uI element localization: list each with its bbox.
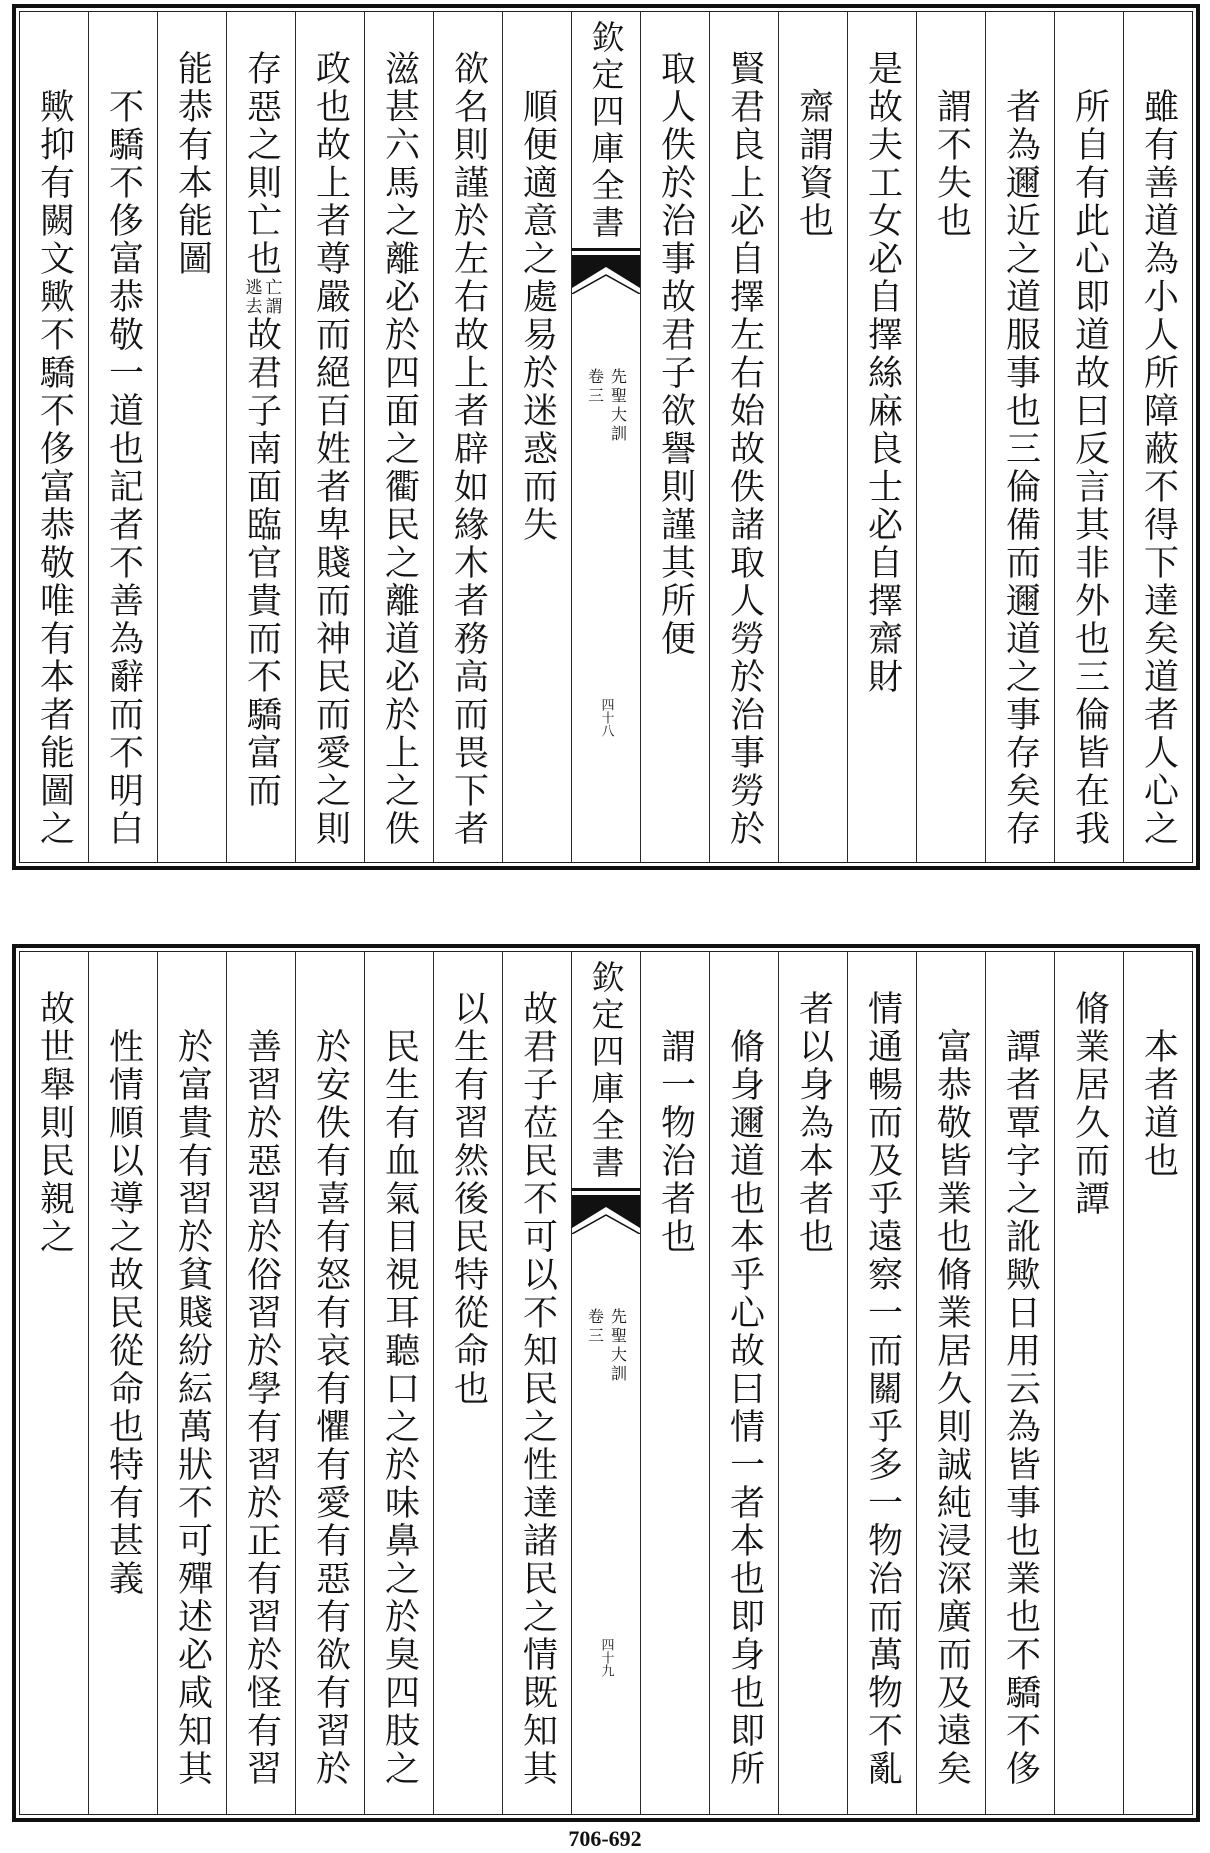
main-text-column bbox=[502, 952, 571, 1814]
column-text: 能恭有本能圖 bbox=[172, 50, 213, 278]
commentary-column bbox=[985, 952, 1054, 1814]
commentary-column bbox=[1123, 952, 1192, 1814]
commentary-column bbox=[157, 952, 226, 1814]
book-labels bbox=[572, 1308, 640, 1384]
leaf-number: 四十八 bbox=[598, 698, 614, 737]
fishtail-bar bbox=[572, 248, 640, 251]
main-text-column bbox=[295, 12, 364, 862]
main-text-column bbox=[847, 952, 916, 1814]
main-text-column bbox=[433, 12, 502, 862]
column-text: 歟抑有闕文歟不驕不侈富恭敬唯有本者能圖之 bbox=[34, 88, 75, 848]
main-text-column bbox=[778, 952, 847, 1814]
commentary-column bbox=[295, 952, 364, 1814]
column-text: 雖有善道為小人所障蔽不得下達矣道者人心之 bbox=[1138, 88, 1179, 848]
commentary-column bbox=[916, 12, 985, 862]
commentary-column bbox=[1054, 12, 1123, 862]
main-text-column bbox=[433, 952, 502, 1814]
column-text: 性情順以導之故民從命也特有甚義 bbox=[103, 1028, 144, 1598]
main-text-column bbox=[709, 12, 778, 862]
column-text: 謂不失也 bbox=[931, 88, 972, 240]
column-text: 富恭敬皆業也脩業居久則誠純浸深廣而及遠矣 bbox=[931, 1028, 972, 1788]
column-text: 欲名則謹於左右故上者辟如緣木者務高而畏下者 bbox=[448, 50, 489, 848]
column-text: 本者道也 bbox=[1138, 1028, 1179, 1180]
leaf-number: 四十九 bbox=[598, 1638, 614, 1677]
fishtail-mark bbox=[572, 1188, 640, 1234]
book-labels bbox=[572, 368, 640, 444]
book-title: 先聖大訓 bbox=[608, 1308, 628, 1384]
fishtail-shape bbox=[572, 1195, 640, 1228]
commentary-column bbox=[640, 952, 709, 1814]
column-text-after-note: 故君子南面臨官貴而不驕富而 bbox=[241, 316, 282, 810]
main-text-column bbox=[1054, 952, 1123, 1814]
commentary-column bbox=[20, 12, 88, 862]
center-fold-column bbox=[571, 12, 640, 862]
column-text: 者為邇近之道服事也三倫備而邇道之事存矣存 bbox=[1000, 88, 1041, 848]
commentary-column bbox=[502, 12, 571, 862]
volume-label: 卷三 bbox=[585, 1308, 605, 1346]
main-text-column bbox=[20, 952, 88, 1814]
book-title: 先聖大訓 bbox=[608, 368, 628, 444]
column-text: 善習於惡習於俗習於學有習於正有習於怪有習 bbox=[241, 1028, 282, 1788]
commentary-column bbox=[778, 12, 847, 862]
column-text: 於安佚有喜有怒有哀有懼有愛有惡有欲有習於 bbox=[310, 1028, 351, 1788]
commentary-column bbox=[88, 952, 157, 1814]
column-text: 滋甚六馬之離必於四面之衢民之離道必於上之佚 bbox=[379, 50, 420, 848]
column-text: 取人佚於治事故君子欲譽則謹其所便 bbox=[655, 50, 696, 658]
column-text: 故世舉則民親之 bbox=[34, 990, 75, 1256]
commentary-column bbox=[88, 12, 157, 862]
column-text: 脩身邇道也本乎心故曰情一者本也即身也即所 bbox=[724, 1028, 765, 1788]
column-text: 譚者覃字之訛歟日用云為皆事也業也不驕不侈 bbox=[1000, 1028, 1041, 1788]
column-text: 民生有血氣目視耳聽口之於味鼻之於臭四肢之 bbox=[379, 1028, 420, 1788]
column-text: 者以身為本者也 bbox=[793, 990, 834, 1256]
fishtail-shape bbox=[572, 255, 640, 288]
note-line-right: 亡謂 bbox=[261, 278, 282, 316]
main-text-column bbox=[640, 12, 709, 862]
volume-label: 卷三 bbox=[585, 368, 605, 406]
column-text: 賢君良上必自擇左右始故佚諸取人勞於治事勞於 bbox=[724, 50, 765, 848]
fishtail-bar bbox=[572, 1188, 640, 1191]
column-text: 謂一物治者也 bbox=[655, 1028, 696, 1256]
main-text-column bbox=[364, 12, 433, 862]
fishtail-mark bbox=[572, 248, 640, 294]
column-text: 不驕不侈富恭敬一道也記者不善為辭而不明白 bbox=[103, 88, 144, 848]
commentary-column bbox=[226, 952, 295, 1814]
column-text: 脩業居久而譚 bbox=[1069, 990, 1110, 1218]
column-text: 以生有習然後民特從命也 bbox=[448, 990, 489, 1408]
reprint-page-reference: 706-692 bbox=[568, 1826, 642, 1851]
bottom-page-grid bbox=[19, 951, 1193, 1815]
series-title: 欽定四庫全書 bbox=[586, 960, 626, 1182]
interlinear-note bbox=[243, 278, 280, 316]
column-text: 是故夫工女必自擇絲麻良士必自擇齋財 bbox=[862, 50, 903, 696]
series-title: 欽定四庫全書 bbox=[586, 20, 626, 242]
main-text-column-with-note bbox=[226, 12, 295, 862]
bottom-page-panel bbox=[12, 944, 1200, 1822]
top-page-panel bbox=[12, 4, 1200, 870]
column-text: 齋謂資也 bbox=[793, 88, 834, 240]
top-page-grid bbox=[19, 11, 1193, 863]
column-text: 順便適意之處易於迷惑而失 bbox=[517, 88, 558, 544]
commentary-column bbox=[364, 952, 433, 1814]
commentary-column bbox=[916, 952, 985, 1814]
main-text-column bbox=[847, 12, 916, 862]
column-text: 故君子莅民不可以不知民之性達諸民之情既知其 bbox=[517, 990, 558, 1788]
main-text-column bbox=[157, 12, 226, 862]
commentary-column bbox=[1123, 12, 1192, 862]
commentary-column bbox=[709, 952, 778, 1814]
column-text: 所自有此心即道故曰反言其非外也三倫皆在我 bbox=[1069, 88, 1110, 848]
commentary-column bbox=[985, 12, 1054, 862]
column-text: 於富貴有習於貧賤紛紜萬狀不可殫述必咸知其 bbox=[172, 1028, 213, 1788]
column-text-before-note: 存惡之則亡也 bbox=[241, 50, 282, 278]
center-fold-column bbox=[571, 952, 640, 1814]
column-text: 政也故上者尊嚴而絕百姓者卑賤而神民而愛之則 bbox=[310, 50, 351, 848]
note-line-left: 逃去 bbox=[241, 278, 262, 316]
column-text: 情通暢而及乎遠察一而關乎多一物治而萬物不亂 bbox=[862, 990, 903, 1788]
